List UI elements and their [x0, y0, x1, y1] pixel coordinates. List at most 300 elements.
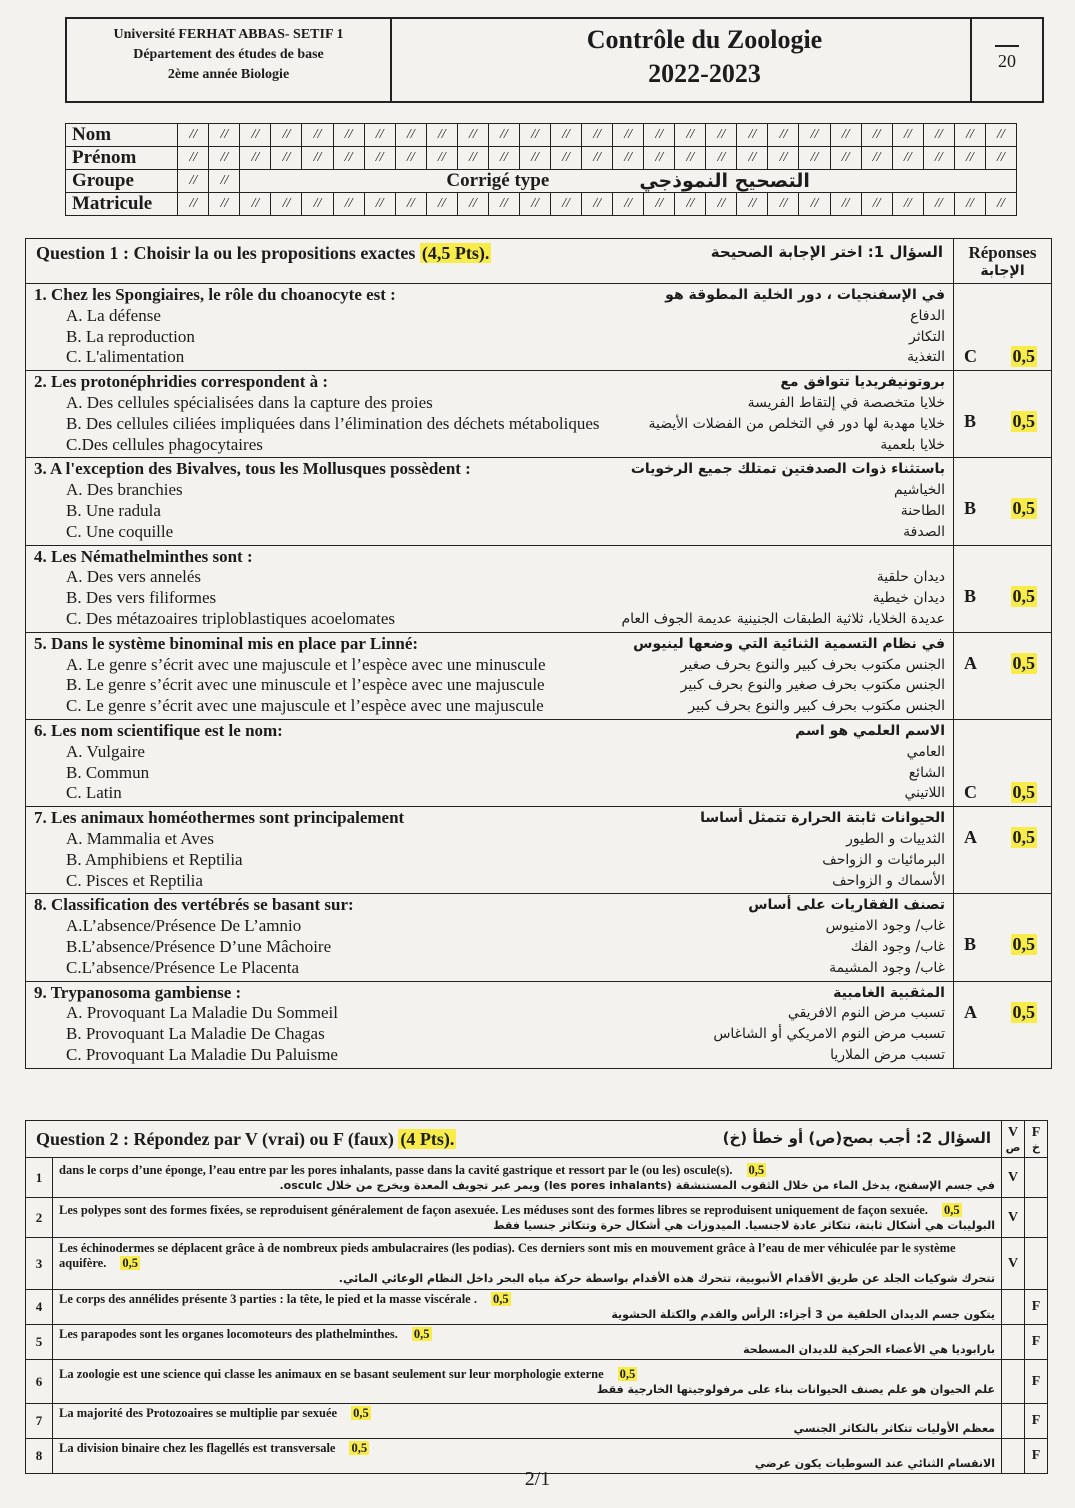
q2-answer-v: V	[1002, 1238, 1025, 1290]
q1-option	[34, 435, 945, 456]
q1-option-text-ar: الصدفة	[903, 523, 945, 540]
q1-option-text: B. Amphibiens et Reptilia	[66, 849, 243, 869]
q2-statement-text: Le corps des annélides présente 3 parties : la tête, le pied et la masse viscérale .	[59, 1292, 477, 1306]
q1-option-text: A. Des cellules spécialisées dans la capture des proies	[66, 392, 433, 412]
q1-question-line	[34, 459, 945, 480]
q2-statement	[53, 1404, 1002, 1439]
q1-option-text: C. Une coquille	[66, 521, 174, 541]
q1-option	[34, 763, 945, 784]
slash-cell: //	[644, 147, 675, 170]
q1-answer-cell	[954, 807, 1052, 894]
slash-cell: //	[302, 193, 333, 216]
label-prenom: Prénom	[66, 147, 178, 170]
q1-option-text: A. Provoquant La Maladie Du Sommeil	[66, 1003, 338, 1023]
q1-item	[26, 894, 954, 981]
q1-option-text: C. Latin	[66, 783, 122, 803]
q2-header	[26, 1121, 1002, 1158]
q1-option-text-ar: غاب/ وجود الامنيوس	[825, 918, 945, 935]
q2-statement-ar: تتحرك شوكيات الجلد عن طريق الأقدام الأنبوبية، تتحرك هذه الأقدام بواسطة حركة مياه البحر داخل النظام الوعائي المائي.	[338, 1272, 995, 1285]
q2-row-number: 1	[26, 1158, 53, 1198]
score-total: 20	[998, 51, 1016, 71]
q2-row-number: 6	[26, 1360, 53, 1404]
q1-option-text: B. Le genre s’écrit avec une minuscule et l’espèce avec une majuscule	[66, 675, 545, 695]
q1-option	[34, 306, 945, 327]
q1-item-row	[26, 545, 1052, 632]
q1-item	[26, 284, 954, 371]
slash-cell: //	[395, 193, 426, 216]
q1-title-ar: السؤال 1: اختر الإجابة الصحيحة	[710, 243, 943, 261]
q1-option	[34, 696, 945, 717]
q2-statement-text: Les polypes sont des formes fixées, se reproduisent généralement de façon asexuée. Les méduses sont des formes libres se reproduisent uniquement de façon sexuée.	[59, 1202, 928, 1217]
q2-statement	[53, 1198, 1002, 1238]
col-f-label: F	[1031, 1124, 1041, 1140]
slash-cell: //	[799, 124, 830, 147]
q1-option-text-ar: تسبب مرض الملاريا	[830, 1046, 945, 1063]
q2-row	[26, 1325, 1048, 1360]
slash-cell: //	[519, 193, 550, 216]
q1-option-text-ar: التكاثر	[909, 328, 945, 345]
q1-answer-points: 0,5	[1012, 827, 1035, 848]
q1-option-text-ar: التغذية	[907, 349, 945, 366]
slash-cell: //	[861, 147, 892, 170]
q2-points: 0,5	[413, 1327, 430, 1341]
q1-question-line	[34, 808, 945, 829]
label-nom: Nom	[66, 124, 178, 147]
slash-cell: //	[240, 193, 271, 216]
slash-cell: //	[302, 147, 333, 170]
slash-cell: //	[582, 124, 613, 147]
q2-statement-ar: يتكون جسم الديدان الحلقية من 3 أجزاء: الرأس والقدم والكتلة الحشوية	[611, 1308, 995, 1321]
q1-answer-cell	[954, 632, 1052, 719]
q1-option-text: B.L’absence/Présence D’une Mâchoire	[66, 936, 332, 956]
q1-item-row	[26, 981, 1052, 1068]
q1-item-row	[26, 894, 1052, 981]
score-line	[995, 45, 1019, 47]
q1-option	[34, 916, 945, 937]
slash-cell: //	[488, 193, 519, 216]
q2-statement	[53, 1238, 1002, 1290]
slash-cell: //	[178, 124, 209, 147]
q1-answer-letter: A	[964, 827, 977, 848]
slash-cell: //	[768, 124, 799, 147]
q2-statement	[53, 1158, 1002, 1198]
q1-answer-cell	[954, 545, 1052, 632]
corrige-cell	[240, 170, 1017, 193]
q1-option	[34, 522, 945, 543]
exam-header	[65, 17, 1044, 103]
q1-question-text: 8. Classification des vertébrés se basant sur:	[34, 895, 354, 915]
q2-answer-v: V	[1002, 1198, 1025, 1238]
page-number: 2/1	[524, 1468, 551, 1490]
slash-cell: //	[271, 193, 302, 216]
q1-option	[34, 501, 945, 522]
slash-cell: //	[675, 193, 706, 216]
q1-answer-cell	[954, 371, 1052, 458]
q1-answer-points: 0,5	[1012, 652, 1035, 673]
q1-answer-points: 0,5	[1012, 411, 1035, 432]
slash-cell: //	[488, 124, 519, 147]
slash-cell: //	[737, 124, 768, 147]
slash-cell: //	[675, 124, 706, 147]
slash-cell: //	[706, 193, 737, 216]
q1-option-text: A. Des branchies	[66, 480, 183, 500]
q1-header-row	[26, 239, 1052, 284]
slash-cell: //	[519, 147, 550, 170]
slash-cell: //	[209, 124, 240, 147]
slash-cell: //	[954, 193, 985, 216]
q2-statement-fr	[59, 1367, 995, 1382]
slash-cell: //	[768, 147, 799, 170]
slash-cell: //	[519, 124, 550, 147]
q1-item-row	[26, 632, 1052, 719]
slash-cell: //	[799, 147, 830, 170]
q2-answer-f: F	[1025, 1290, 1048, 1325]
q1-item	[26, 371, 954, 458]
q2-header-row	[26, 1121, 1048, 1158]
label-matricule: Matricule	[66, 193, 178, 216]
q1-answer-letter: A	[964, 1001, 977, 1022]
q2-title	[36, 1129, 456, 1150]
slash-cell: //	[582, 193, 613, 216]
q1-option	[34, 588, 945, 609]
slash-cell: //	[395, 124, 426, 147]
slash-cell: //	[426, 147, 457, 170]
q1-option-text: B. Des vers filiformes	[66, 588, 217, 608]
q2-statement-fr	[59, 1203, 995, 1218]
q1-option-text-ar: العامي	[906, 743, 945, 760]
slash-cell: //	[550, 147, 581, 170]
q2-row-number: 5	[26, 1325, 53, 1360]
slash-cell: //	[644, 124, 675, 147]
q2-points: (4 Pts).	[400, 1128, 455, 1149]
slash-cell: //	[209, 170, 240, 193]
slash-cell: //	[302, 124, 333, 147]
q1-option-text-ar: الجنس مكتوب بحرف كبير والنوع بحرف صغير	[680, 656, 945, 673]
slash-cell: //	[644, 193, 675, 216]
q1-option-text-ar: غاب/ وجود المشيمة	[829, 959, 945, 976]
q2-answer-f	[1025, 1238, 1048, 1290]
responses-ar: الإجابة	[980, 263, 1025, 279]
slash-cell: //	[271, 124, 302, 147]
question-1-table	[25, 238, 1052, 1069]
q2-title-text: Question 2 : Répondez par V (vrai) ou F (faux)	[36, 1128, 394, 1149]
q1-item-row	[26, 284, 1052, 371]
q2-row-number: 8	[26, 1439, 53, 1474]
q1-option-text-ar: خلايا مهدبة لها دور في التخلص من الفضلات الأيضية	[648, 415, 945, 432]
q2-title-ar: السؤال 2: أجب بصح(ص) أو خطأ (خ)	[722, 1128, 991, 1147]
q2-statement-fr	[59, 1327, 995, 1342]
q1-option	[34, 783, 945, 804]
q1-question-text-ar: تصنف الفقاريات على أساس	[748, 897, 945, 914]
slash-cell: //	[395, 147, 426, 170]
q1-question-text: 3. A l'exception des Bivalves, tous les Mollusques possèdent :	[34, 459, 471, 479]
q1-option-text: C. Des métazoaires triploblastiques acoelomates	[66, 608, 396, 628]
slash-cell: //	[768, 193, 799, 216]
q2-answer-f: F	[1025, 1404, 1048, 1439]
q1-answer-cell	[954, 284, 1052, 371]
slash-cell: //	[488, 147, 519, 170]
q1-title-text: Question 1 : Choisir la ou les propositions exactes	[36, 243, 416, 263]
q1-answer-letter: B	[964, 411, 977, 432]
q1-option-text: A. Des vers annelés	[66, 567, 202, 587]
university-name: Université FERHAT ABBAS- SETIF 1	[113, 27, 344, 42]
responses-fr: Réponses	[968, 243, 1037, 262]
q2-statement-text: La division binaire chez les flagellés est transversale	[59, 1441, 336, 1455]
q2-statement-ar: البوليبات هي أشكال ثابتة، تتكاثر عادة لاجنسيا. الميدوزات هي أشكال حرة وتتكاثر جنسيا فقط	[493, 1218, 995, 1232]
q2-statement-text: La majorité des Protozoaires se multiplie par sexuée	[59, 1406, 338, 1420]
q2-answer-v: V	[1002, 1158, 1025, 1198]
slash-cell: //	[613, 147, 644, 170]
q1-item	[26, 632, 954, 719]
slash-cell: //	[178, 147, 209, 170]
q1-item	[26, 807, 954, 894]
slash-cell: //	[550, 124, 581, 147]
slash-cell: //	[737, 193, 768, 216]
q1-option-text: A. La défense	[66, 305, 161, 325]
slash-cell: //	[178, 193, 209, 216]
q1-option-text: C. Le genre s’écrit avec une majuscule et l’espèce avec une majuscule	[66, 696, 544, 716]
slash-cell: //	[364, 147, 395, 170]
q2-answer-v	[1002, 1360, 1025, 1404]
q1-option-text-ar: البرمائيات و الزواحف	[822, 851, 945, 868]
q1-option-text: B. La reproduction	[66, 326, 195, 346]
q2-rows	[26, 1158, 1048, 1474]
q1-item	[26, 981, 954, 1068]
q1-item-row	[26, 458, 1052, 545]
exam-session: 2022-2023	[648, 59, 761, 88]
q1-option	[34, 327, 945, 348]
row-groupe	[66, 170, 1017, 193]
q1-question-text-ar: المثقبية الغامبية	[833, 984, 945, 1001]
slash-cell: //	[209, 193, 240, 216]
q2-statement	[53, 1325, 1002, 1360]
slash-cell: //	[240, 124, 271, 147]
q1-question-text-ar: باستثناء ذوات الصدفتين تمتلك جميع الرخويات	[630, 461, 945, 478]
q1-option-text-ar: الطاحنة	[900, 502, 945, 519]
q1-option-text: B. Commun	[66, 762, 150, 782]
q1-option-text: A. Le genre s’écrit avec une majuscule et l’espèce avec une minuscule	[66, 654, 546, 674]
col-v-label-ar: ص	[1005, 1140, 1021, 1154]
slash-cell: //	[954, 147, 985, 170]
q1-points: (4,5 Pts).	[421, 243, 490, 263]
q2-statement-fr	[59, 1441, 995, 1456]
q1-option	[34, 655, 945, 676]
corrige-fr: Corrigé type	[446, 170, 550, 191]
q1-question-text: 9. Trypanosoma gambiense :	[34, 982, 242, 1002]
q1-question-text: 2. Les protonéphridies correspondent à :	[34, 372, 329, 392]
q1-answer-letter: B	[964, 498, 977, 519]
slash-cell: //	[985, 193, 1016, 216]
q1-answer-points: 0,5	[1012, 1001, 1035, 1022]
slash-cell: //	[457, 193, 488, 216]
slash-cell: //	[457, 124, 488, 147]
institution-block	[67, 19, 392, 101]
q1-question-line	[34, 983, 945, 1004]
q1-option-text: A.L’absence/Présence De L’amnio	[66, 916, 302, 936]
q2-statement-fr	[59, 1241, 995, 1271]
q2-statement-ar: علم الحيوان هو علم يصنف الحيوانات بناء على مرفولوجيتها الخارجية فقط	[596, 1382, 995, 1396]
q1-option	[34, 1003, 945, 1024]
slash-cell: //	[271, 147, 302, 170]
q2-statement-text: Les échinodermes se déplacent grâce à de nombreux pieds ambulacraires (les podias). Ces derniers sont mis en mouvement grâce à l’eau de mer véhiculée par le système aquifère.	[59, 1241, 956, 1270]
q1-question-text: 5. Dans le système binominal mis en place par Linné:	[34, 633, 419, 653]
q1-option-text: B. Provoquant La Maladie De Chagas	[66, 1024, 325, 1044]
slash-cell: //	[923, 124, 954, 147]
q1-answer-letter: C	[964, 781, 977, 802]
q2-statement-ar: معظم الأوليات تتكاثر بالتكاثر الجنسي	[793, 1422, 995, 1435]
q1-option-text: C. L'alimentation	[66, 347, 185, 367]
slash-cell: //	[333, 147, 364, 170]
q2-points: 0,5	[748, 1162, 765, 1177]
col-f-header	[1025, 1121, 1048, 1158]
q1-question-text: 7. Les animaux homéothermes sont principalement	[34, 808, 405, 828]
q1-answer-letter: A	[964, 652, 977, 673]
q1-option	[34, 347, 945, 368]
q1-option	[34, 829, 945, 850]
slash-cell: //	[923, 193, 954, 216]
q2-points: 0,5	[492, 1292, 509, 1306]
q1-question-line	[34, 547, 945, 568]
row-nom	[66, 124, 1017, 147]
q1-item	[26, 545, 954, 632]
q1-answer-points: 0,5	[1012, 934, 1035, 955]
q2-answer-v	[1002, 1325, 1025, 1360]
corrige-ar: التصحيح النموذجي	[639, 170, 810, 192]
q2-row-number: 3	[26, 1238, 53, 1290]
q2-row-number: 2	[26, 1198, 53, 1238]
q1-option	[34, 1045, 945, 1066]
q2-answer-f	[1025, 1198, 1048, 1238]
q2-statement-ar: في جسم الإسفنج، يدخل الماء من خلال الثقوب المستنشقة (les pores inhalants) ويمر عبر تجويف المعدة ويخرج من خلال osculc.	[279, 1178, 995, 1192]
q1-option-text-ar: ديدان حلقية	[876, 569, 945, 586]
slash-cell: //	[830, 147, 861, 170]
col-v-label: V	[1007, 1124, 1019, 1140]
q2-statement-ar: الانقسام الثنائي عند السوطيات يكون عرضي	[754, 1457, 995, 1470]
q1-option	[34, 567, 945, 588]
q1-answer-cell	[954, 719, 1052, 806]
q1-answer-letter: C	[964, 346, 977, 366]
q1-question-text-ar: في نظام التسمية الثنائية التي وضعها لينيوس	[633, 635, 945, 652]
q1-option	[34, 742, 945, 763]
q1-item-row	[26, 371, 1052, 458]
q1-item-row	[26, 807, 1052, 894]
q1-answer-points: 0,5	[1012, 781, 1035, 802]
slash-cell: //	[830, 193, 861, 216]
q2-row	[26, 1158, 1048, 1198]
q1-item-row	[26, 719, 1052, 806]
q1-item	[26, 458, 954, 545]
q1-question-line	[34, 721, 945, 742]
slash-cell: //	[457, 147, 488, 170]
slash-cell: //	[675, 147, 706, 170]
q1-question-text: 6. Les nom scientifique est le nom:	[34, 720, 283, 740]
year-level: 2ème année Biologie	[167, 67, 290, 82]
responses-header	[954, 239, 1052, 284]
q1-option-text-ar: الجنس مكتوب بحرف كبير والنوع بحرف كبير	[688, 698, 945, 715]
slash-cell: //	[333, 193, 364, 216]
q1-option-text: A. Vulgaire	[66, 741, 145, 761]
q2-row	[26, 1238, 1048, 1290]
q2-answer-f: F	[1025, 1439, 1048, 1474]
q1-question-text: 1. Chez les Spongiaires, le rôle du choanocyte est :	[34, 285, 396, 304]
slash-cell: //	[861, 124, 892, 147]
q1-option-text: B. Des cellules ciliées impliquées dans l’élimination des déchets métaboliques	[66, 413, 600, 433]
q1-option-text: C. Provoquant La Maladie Du Paluisme	[66, 1044, 338, 1064]
q1-option	[34, 480, 945, 501]
q2-points: 0,5	[353, 1406, 369, 1420]
q1-option-text-ar: الجنس مكتوب بحرف صغير والنوع بحرف كبير	[680, 677, 945, 694]
q2-answer-v	[1002, 1290, 1025, 1325]
slash-cell: //	[892, 124, 923, 147]
q2-statement-ar: بارابوديا هي الأعضاء الحركية للديدان المسطحة	[743, 1343, 995, 1356]
q1-option	[34, 1024, 945, 1045]
q2-statement-fr	[59, 1406, 995, 1421]
q1-question-line	[34, 634, 945, 655]
q1-title	[36, 243, 491, 264]
slash-cell: //	[861, 193, 892, 216]
q1-option-text-ar: ديدان خيطية	[872, 590, 945, 607]
slash-cell: //	[799, 193, 830, 216]
slash-cell: //	[706, 124, 737, 147]
q2-statement	[53, 1360, 1002, 1404]
slash-cell: //	[240, 147, 271, 170]
slash-cell: //	[209, 147, 240, 170]
q2-row	[26, 1360, 1048, 1404]
q2-row	[26, 1290, 1048, 1325]
q1-option	[34, 675, 945, 696]
q1-question-line	[34, 285, 945, 306]
q1-option-text: A. Mammalia et Aves	[66, 828, 214, 848]
department-name: Département des études de base	[133, 47, 324, 62]
q1-question-text-ar: الاسم العلمي هو اسم	[795, 722, 945, 739]
q2-statement	[53, 1290, 1002, 1325]
q1-option-text: C.Des cellules phagocytaires	[66, 434, 263, 454]
col-f-label-ar: خ	[1032, 1140, 1040, 1154]
q1-option	[34, 393, 945, 414]
slash-cell: //	[364, 124, 395, 147]
q1-question-line	[34, 372, 945, 393]
slash-cell: //	[613, 124, 644, 147]
q2-answer-f	[1025, 1158, 1048, 1198]
q1-option	[34, 609, 945, 630]
q1-answer-points: 0,5	[1012, 585, 1035, 606]
q2-row	[26, 1198, 1048, 1238]
q1-option-text-ar: غاب/ وجود الفك	[850, 938, 945, 955]
q1-answer-cell	[954, 458, 1052, 545]
q1-answer-cell	[954, 981, 1052, 1068]
q1-option	[34, 937, 945, 958]
q2-points: 0,5	[619, 1366, 636, 1381]
slash-cell: //	[892, 147, 923, 170]
q1-question-text-ar: الحيوانات ثابتة الحرارة تتمثل أساسا	[700, 810, 945, 827]
slash-cell: //	[426, 124, 457, 147]
slash-cell: //	[923, 147, 954, 170]
q1-option-text-ar: تسبب مرض النوم الافريقي	[787, 1005, 945, 1022]
q2-statement-fr	[59, 1292, 995, 1307]
q1-option-text-ar: اللاتيني	[904, 785, 945, 802]
q1-option	[34, 958, 945, 979]
q1-items	[26, 284, 1052, 1069]
q2-row-number: 7	[26, 1404, 53, 1439]
q2-answer-f: F	[1025, 1325, 1048, 1360]
q1-question-text-ar: في الإسفنجيات ، دور الخلية المطوقة هو	[665, 287, 945, 303]
row-prenom	[66, 147, 1017, 170]
slash-cell: //	[737, 147, 768, 170]
q2-statement-text: dans le corps d’une éponge, l’eau entre par les pores inhalants, passe dans la cavité gastrique et ressort par le (ou les) oscule(s).	[59, 1162, 733, 1177]
q2-statement-text: Les parapodes sont les organes locomoteurs des plathelminthes.	[59, 1327, 398, 1341]
identity-grid	[65, 123, 1017, 216]
q1-option	[34, 850, 945, 871]
